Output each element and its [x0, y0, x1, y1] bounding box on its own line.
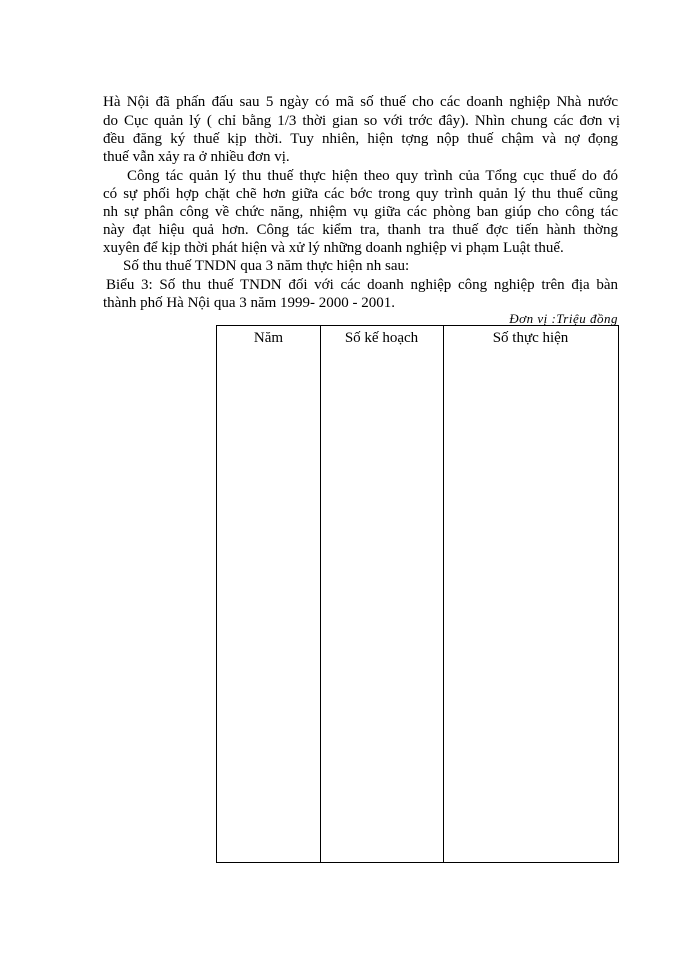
- table-header-plan: Số kế hoạch: [344, 330, 419, 346]
- paragraph-2-line-3: nh sự phân công về chức năng, nhiệm vụ giữa các phòng ban giúp cho công tác: [103, 204, 618, 220]
- table-column-divider-2: [443, 326, 444, 862]
- tax-table: [216, 325, 619, 863]
- unit-label: Đơn vị :Triệu đồng: [509, 311, 618, 326]
- table-header-year: Năm: [253, 330, 284, 346]
- paragraph-2-line-1: Công tác quản lý thu thuế thực hiện theo quy trình của Tổng cục thuế do đó: [127, 168, 618, 184]
- table-column-divider-1: [320, 326, 321, 862]
- paragraph-2-line-5: xuyên để kịp thời phát hiện và xử lý những doanh nghiệp vi phạm Luật thuế.: [103, 240, 564, 256]
- paragraph-1-line-4: thuế vẫn xảy ra ở nhiều đơn vị.: [103, 149, 290, 165]
- intro-line: Số thu thuế TNDN qua 3 năm thực hiện nh sau:: [123, 258, 410, 274]
- paragraph-1-line-3: đều đăng ký thuế kịp thời. Tuy nhiên, hiện tợng nộp thuế chậm và nợ đọng: [103, 131, 618, 147]
- paragraph-1-line-2: do Cục quản lý ( chỉ bằng 1/3 thời gian so với trớc đây). Nhìn chung các đơn vị: [103, 113, 620, 129]
- paragraph-1-line-1: Hà Nội đã phấn đấu sau 5 ngày có mã số thuế cho các doanh nghiệp Nhà nước: [103, 94, 618, 110]
- table-caption-line-1: Biểu 3: Số thu thuế TNDN đối với các doanh nghiệp công nghiệp trên địa bàn: [106, 277, 618, 293]
- table-caption-line-2: thành phố Hà Nội qua 3 năm 1999- 2000 - 2001.: [103, 295, 396, 311]
- table-header-actual: Số thực hiện: [492, 330, 569, 346]
- paragraph-2-line-2: có sự phối hợp chặt chẽ hơn giữa các bớc trong quy trình quản lý thu thuế cũng: [103, 186, 618, 202]
- paragraph-2-line-4: này đạt hiệu quả hơn. Công tác kiểm tra, thanh tra thuế đợc tiến hành thờng: [103, 222, 618, 238]
